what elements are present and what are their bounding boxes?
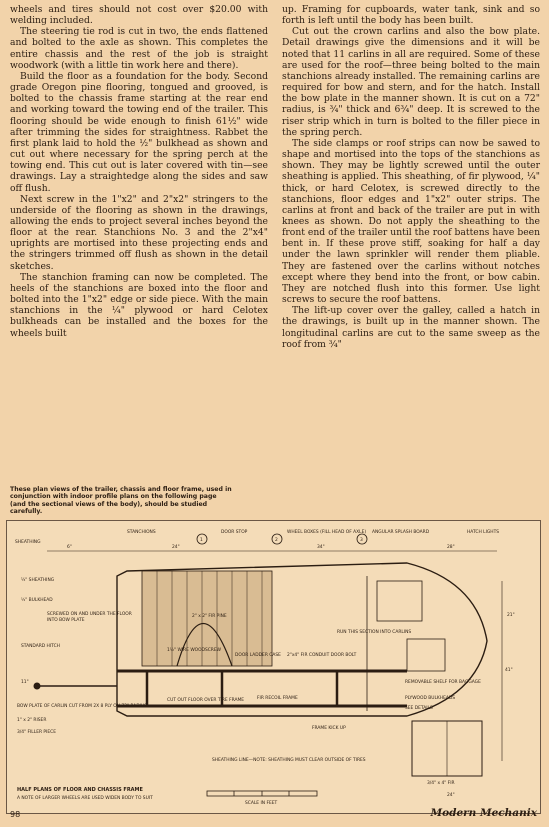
paragraph: up. Framing for cupboards, water tank, sink and so forth is left until the body has been built.	[282, 4, 540, 27]
label-stanchions: STANCHIONS	[127, 530, 156, 535]
label-hatch-lights: HATCH LIGHTS	[467, 530, 500, 535]
label-dim: 28"	[447, 545, 455, 550]
label-see-details: SEE DETAILS	[405, 706, 433, 711]
hitch-ball	[34, 683, 40, 689]
paragraph: The steering tie rod is cut in two, the ends flattened and bolted to the axle as shown. This completes the entire chassis and the rest of the job is straight woodwork (with a little tin work here and there).	[10, 26, 268, 71]
splash-board	[377, 581, 422, 621]
label-frame: FIR RECOIL FRAME	[257, 696, 298, 701]
label-c2: 2	[275, 538, 278, 543]
label-plywood: PLYWOOD BULKHEADS	[405, 696, 456, 701]
removable-shelf	[407, 639, 445, 671]
magazine-name: Modern Mechanix	[430, 807, 537, 819]
label-remove: REMOVABLE SHELF FOR BAGGAGE	[405, 680, 481, 685]
label-title-note: A NOTE OF LARGER WHEELS ARE USED WIDEN BODY TO SUIT	[17, 796, 153, 801]
figure-caption: These plan views of the trailer, chassis and floor frame, used in conjunction with indoor profile plans on the following page (and the sectional views of the body), should be studied carefully.	[10, 486, 232, 516]
label-dim: 21"	[507, 613, 515, 618]
label-standard-hitch: STANDARD HITCH	[21, 644, 60, 649]
label-bow-plate: BOW PLATE OF CARLIN CUT FROM 2X 8 PLY ON 72" RADIUS	[17, 704, 147, 709]
label-splash-board: ANGULAR SPLASH BOARD	[372, 530, 430, 535]
label-dim: 6"	[67, 545, 72, 550]
paragraph: The lift-up cover over the galley, called a hatch in the drawings, is built up in the manner shown. The longitudinal carlins are cut to the same sweep as the roof from ¾"	[282, 305, 540, 350]
label-c3: 3	[360, 538, 363, 543]
label-into-bow-plate: INTO BOW PLATE	[47, 618, 85, 623]
label-scale: SCALE IN FEET	[245, 801, 278, 806]
paragraph: Next screw in the 1"x2" and 2"x2" stringers to the underside of the flooring as shown in the drawings, allowing the ends to project several inches beyond the floor at the rear. Stanchions No. 3 and the 2"x4" uprights are mortised into these projecting ends and the stringers trimmed off flush as shown in the detail sketches.	[10, 193, 268, 272]
label-dim: 41"	[505, 668, 513, 673]
label-dim: 24"	[172, 545, 180, 550]
label-cut-out: CUT OUT FLOOR OVER TIRE FRAME	[167, 698, 245, 703]
label-hp-sheathing: ¼" SHEATHING	[21, 578, 55, 583]
label-door-stop: DOOR STOP	[221, 530, 248, 535]
label-ladder: DOOR LADDER CASE	[235, 653, 281, 658]
label-dim: 34"	[317, 545, 325, 550]
label-dim: 24"	[447, 793, 455, 798]
label-sheath-line: SHEATHING LINE—NOTE: SHEATHING MUST CLEAR OUTSIDE OF TIRES	[212, 758, 366, 763]
trailer-plan-drawing	[6, 520, 541, 814]
label-c1: 1	[200, 538, 203, 543]
label-door-bolt: 2"x4" FIR CONDUIT DOOR BOLT	[287, 653, 357, 658]
label-dim: 11"	[21, 680, 29, 685]
label-run-section: RUN THIS SECTION INTO CARLINS	[337, 630, 412, 635]
paragraph: wheels and tires should not cost over $20.00 with welding included.	[10, 4, 268, 27]
page-number: 98	[10, 810, 21, 819]
label-woodscrew: 1½" WIRE WOODSCREW	[167, 648, 221, 653]
right-text-column	[282, 4, 540, 350]
left-text-column	[10, 4, 268, 339]
label-fir-pine: 2" x 2" FIR PINE	[192, 614, 227, 619]
paragraph: The side clamps or roof strips can now be sawed to shape and mortised into the tops of the stanchions as shown. They may be lightly screwed until the outer sheathing is applied. This sheathing, of fir plywood, ¼" thick, or hard Celotex, is screwed directly to the stanchions, floor edges and 1"x2" outer strips. The carlins at front and back of the trailer are put in with knees as shown. Do not apply the sheathing to the front end of the trailer until the roof battens have been bent in. If these prove stiff, soaking for half a day under the lawn sprinkler will render them pliable. They are fastened over the carlins without notches except where they bend into the front, or bow cabin. They are notched flush into this former. Use light screws to secure the roof battens.	[282, 137, 540, 306]
label-screwed: SCREWED ON AND UNDER THE FLOOR	[47, 612, 132, 617]
label-title: HALF PLANS OF FLOOR AND CHASSIS FRAME	[17, 787, 143, 793]
label-sheathing: SHEATHING	[15, 540, 41, 545]
paragraph: The stanchion framing can now be completed. The heels of the stanchions are boxed into the floor and bolted into the 1"x2" edge or side piece. With the main stanchions in the ¼" plywood or hard Celotex bulkheads can be installed and the boxes for the wheels built	[10, 271, 268, 339]
floor-chassis-plan	[7, 521, 540, 813]
label-fir: 3/4" x 4" FIR	[427, 781, 455, 786]
label-riser: 1" x 2" RISER	[17, 718, 47, 723]
paragraph: Build the floor as a foundation for the body. Second grade Oregon pine flooring, tongued and grooved, is bolted to the chassis frame starting at the rear end and working toward the towing end of the trailer. This flooring should be wide enough to finish 61½" wide after trimming the sides for straightness. Rabbet the first plank laid to hold the ½" bulkhead as shown and cut out where necessary for the spring perch at the towing end. This cut out is later covered with tin—see drawings. Lay a straightedge along the sides and saw off flush.	[10, 70, 268, 194]
label-bulkhead: ½" BULKHEAD	[21, 598, 53, 603]
label-kick-up: FRAME KICK UP	[312, 726, 346, 731]
label-filler: 3/4" FILLER PIECE	[17, 730, 56, 735]
paragraph: Cut out the crown carlins and also the bow plate. Detail drawings give the dimensions and it will be noted that 11 carlins in all are required. Some of these are used for the roof—three being bolted to the main stanchions already installed. The remaining carlins are required for bow and stern, and for the hatch. Install the bow plate in the manner shown. It is cut on a 72" radius, is ¾" thick and 6¾" deep. It is screwed to the riser strip which in turn is bolted to the filler piece in the spring perch.	[282, 26, 540, 138]
label-wheel-boxes: WHEEL BOXES (FILL HEAD OF AXLE)	[287, 530, 367, 535]
